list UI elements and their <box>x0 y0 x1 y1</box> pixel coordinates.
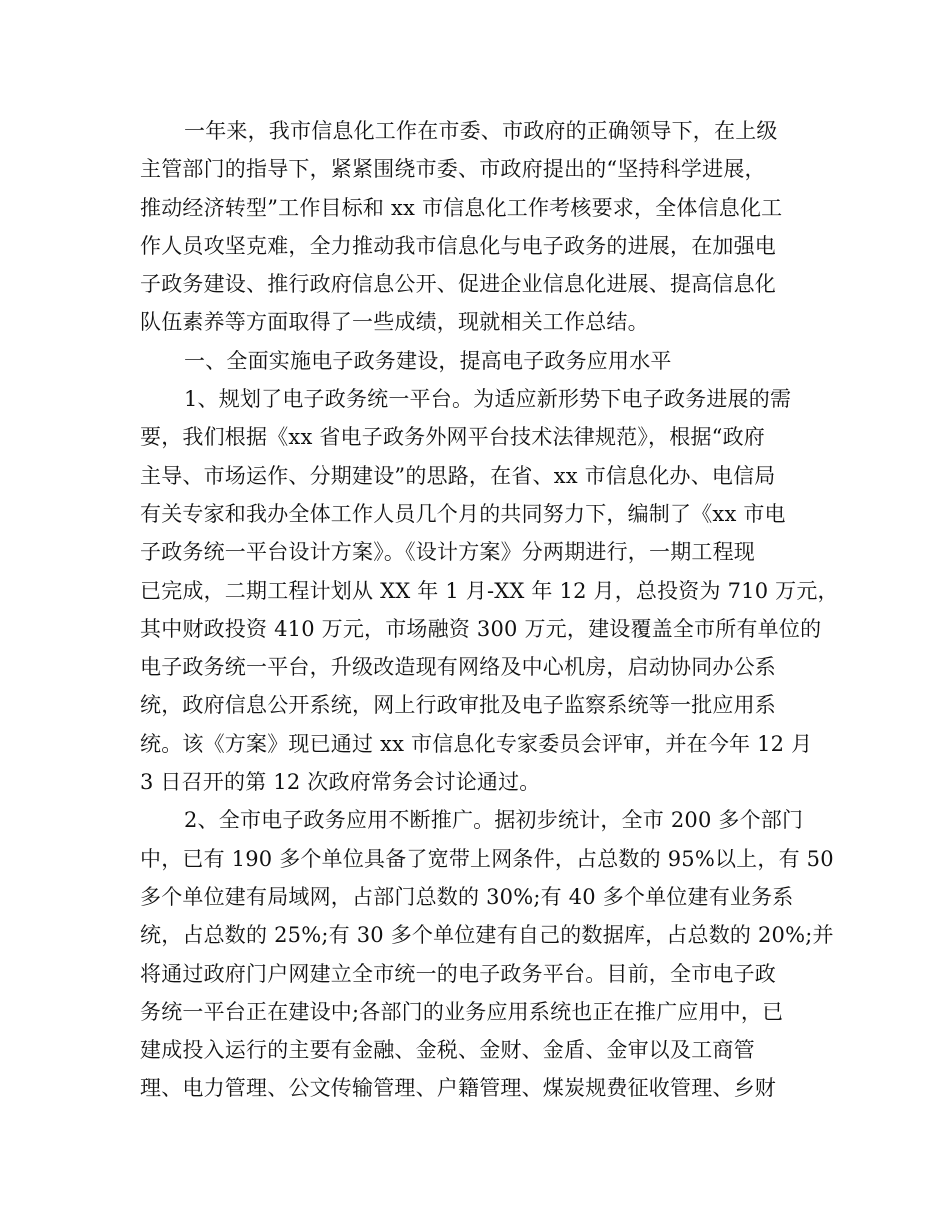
text-line: 1、规划了电子政务统一平台。为适应新形势下电子政务进展的需 <box>184 387 792 412</box>
text-line: 务统一平台正在建设中;各部门的业务应用系统也正在推广应用中，已 <box>140 999 784 1024</box>
text-line: 统，政府信息公开系统，网上行政审批及电子监察系统等一批应用系 <box>140 693 776 718</box>
text-line: 3 日召开的第 12 次政府常务会讨论通过。 <box>140 770 541 795</box>
document-body <box>140 112 839 1108</box>
text-line: 将通过政府门户网建立全市统一的电子政务平台。目前，全市电子政 <box>140 961 776 986</box>
text-line: 中，已有 190 多个单位具备了宽带上网条件，占总数的 95%以上，有 50 <box>140 846 834 871</box>
text-line: 已完成，二期工程计划从 XX 年 1 月-XX 年 12 月，总投资为 710 万元， <box>140 578 839 603</box>
text-line: 要，我们根据《xx 省电子政务外网平台技术法律规范》，根据“政府 <box>140 425 765 450</box>
paragraph-platform-planning <box>140 380 839 801</box>
text-line: 主导、市场运作、分期建设”的思路，在省、xx 市信息化办、电信局 <box>140 463 776 488</box>
text-line: 子政务建设、推行政府信息公开、促进企业信息化进展、提高信息化 <box>140 272 776 297</box>
section-heading-text: 一、全面实施电子政务建设，提高电子政务应用水平 <box>184 348 672 373</box>
text-line: 统。该《方案》现已通过 xx 市信息化专家委员会评审，并在今年 12 月 <box>140 731 813 756</box>
text-line: 建成投入运行的主要有金融、金税、金财、金盾、金审以及工商管 <box>140 1038 755 1063</box>
text-line: 理、电力管理、公文传输管理、户籍管理、煤炭规费征收管理、乡财 <box>140 1076 776 1101</box>
text-line: 有关专家和我办全体工作人员几个月的共同努力下，编制了《xx 市电 <box>140 501 786 526</box>
text-line: 电子政务统一平台，升级改造现有网络及中心机房，启动协同办公系 <box>140 655 776 680</box>
text-line: 统，占总数的 25%;有 30 多个单位建有自己的数据库，占总数的 20%;并 <box>140 923 834 948</box>
text-line: 其中财政投资 410 万元，市场融资 300 万元，建设覆盖全市所有单位的 <box>140 616 822 641</box>
text-line: 作人员攻坚克难，全力推动我市信息化与电子政务的进展，在加强电 <box>140 233 776 258</box>
paragraph-intro <box>140 112 812 342</box>
section-heading <box>140 342 812 380</box>
text-line: 多个单位建有局域网，占部门总数的 30%;有 40 多个单位建有业务系 <box>140 884 794 909</box>
text-line: 队伍素养等方面取得了一些成绩，现就相关工作总结。 <box>140 310 649 335</box>
text-line: 主管部门的指导下，紧紧围绕市委、市政府提出的“坚持科学进展， <box>140 157 766 182</box>
text-line: 推动经济转型”工作目标和 xx 市信息化工作考核要求，全体信息化工 <box>140 195 783 220</box>
paragraph-application-promotion <box>140 801 834 1107</box>
text-line: 一年来，我市信息化工作在市委、市政府的正确领导下，在上级 <box>184 119 778 143</box>
text-line: 子政务统一平台设计方案》。《设计方案》分两期进行，一期工程现 <box>140 540 755 565</box>
text-line: 2、全市电子政务应用不断推广。据初步统计，全市 200 多个部门 <box>184 808 804 833</box>
